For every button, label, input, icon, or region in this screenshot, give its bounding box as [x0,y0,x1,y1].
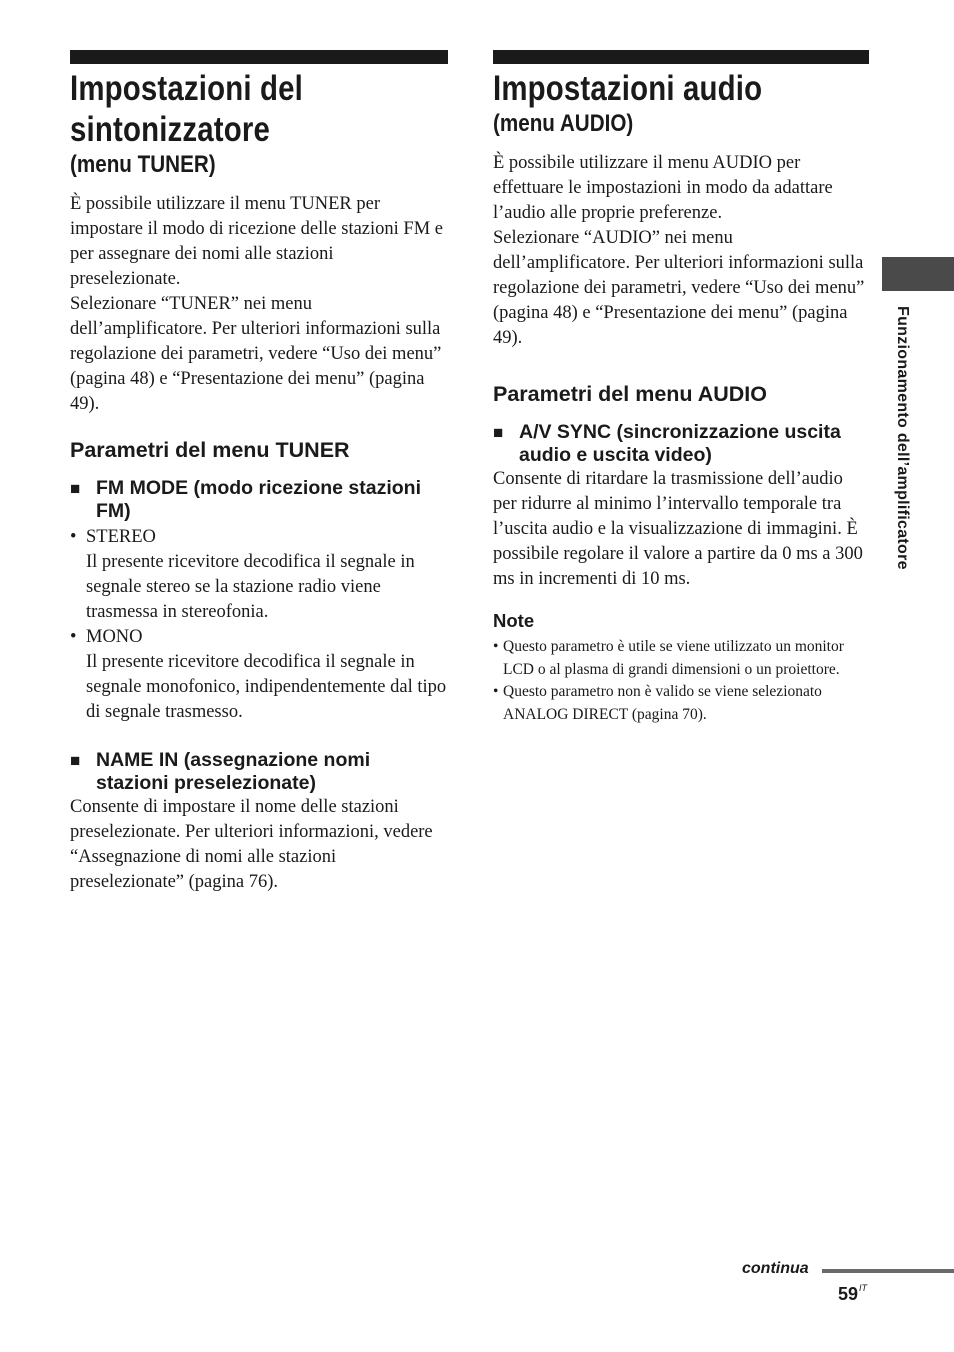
bullet-dot-icon: • [493,683,499,701]
option-label: MONO [86,627,143,647]
av-sync-description: Consente di ritardare la trasmissione dell’audio per ridurre al minimo l’intervallo temporale tra l’uscita audio e la visualizzazione di immagini. È possibile regolare il valore a partire da 0 ms a 300 ms in incrementi di 10 ms. [493,469,863,589]
list-item [70,625,448,650]
black-square-icon: ■ [70,751,81,770]
note-text: Questo parametro non è valido se viene selezionato ANALOG DIRECT (pagina 70). [503,683,822,724]
fm-mode-heading-text: FM MODE (modo ricezione stazioni FM) [96,477,422,522]
note-item [493,636,869,681]
bullet-dot-icon: • [70,627,77,647]
note-text: Questo parametro è utile se viene utilizzato un monitor LCD o al plasma di grandi dimensioni o un proiettore. [503,638,844,678]
bullet-dot-icon: • [493,638,499,655]
black-square-icon: ■ [493,423,504,442]
option-description: Il presente ricevitore decodifica il segnale in segnale stereo se la stazione radio viene trasmessa in stereofonia. [86,552,415,622]
section-top-rule [70,50,448,64]
note-item [493,681,869,726]
audio-params-heading: Parametri del menu AUDIO [493,382,767,406]
note-heading: Note [493,610,535,631]
name-in-heading-text: NAME IN (assegnazione nomi stazioni preselezionate) [96,749,371,794]
continua-rule [822,1269,954,1273]
section-top-rule [493,50,869,64]
page-number [838,1283,867,1305]
bullet-dot-icon: • [70,527,77,547]
chapter-tab [882,257,954,291]
page-number-suffix: IT [859,1283,868,1293]
audio-title: Impostazioni audio [493,69,763,108]
tuner-params-heading: Parametri del menu TUNER [70,438,350,462]
name-in-heading [70,749,448,795]
audio-intro-1: È possibile utilizzare il menu AUDIO per effettuare le impostazioni in modo da adattare l’audio alle proprie preferenze. [493,153,833,223]
tuner-title: Impostazioni del sintonizzatore [70,69,304,149]
option-label: STEREO [86,527,156,547]
av-sync-heading-text: A/V SYNC (sincronizzazione uscita audio e uscita video) [519,421,841,466]
fm-mode-heading [70,477,448,523]
tuner-intro-2: Selezionare “TUNER” nei menu dell’amplificatore. Per ulteriori informazioni sulla regolazione dei parametri, vedere “Uso dei menu” (pagina 48) e “Presentazione dei menu” (pagina 49). [70,294,442,414]
name-in-description: Consente di impostare il nome delle stazioni preselezionate. Per ulteriori informazioni, vedere “Assegnazione di nomi alle stazioni preselezionate” (pagina 76). [70,797,433,892]
page-number-value: 59 [838,1284,859,1304]
av-sync-heading [493,421,869,467]
right-column [493,50,869,727]
tuner-subtitle: (menu TUNER) [70,151,216,178]
audio-subtitle: (menu AUDIO) [493,110,634,137]
black-square-icon: ■ [70,479,81,498]
tuner-intro-1: È possibile utilizzare il menu TUNER per impostare il modo di ricezione delle stazioni FM e per assegnare dei nomi alle stazioni preselezionate. [70,194,443,289]
list-item [70,525,448,550]
left-column [70,50,448,895]
continua-label: continua [742,1260,809,1277]
option-description: Il presente ricevitore decodifica il segnale in segnale monofonico, indipendentemente dal tipo di segnale trasmesso. [86,652,447,722]
chapter-side-label: Funzionamento dell’amplificatore [894,306,911,570]
audio-intro-2: Selezionare “AUDIO” nei menu dell’amplificatore. Per ulteriori informazioni sulla regolazione dei parametri, vedere “Uso dei menu” (pagina 48) e “Presentazione dei menu” (pagina 49). [493,228,865,348]
